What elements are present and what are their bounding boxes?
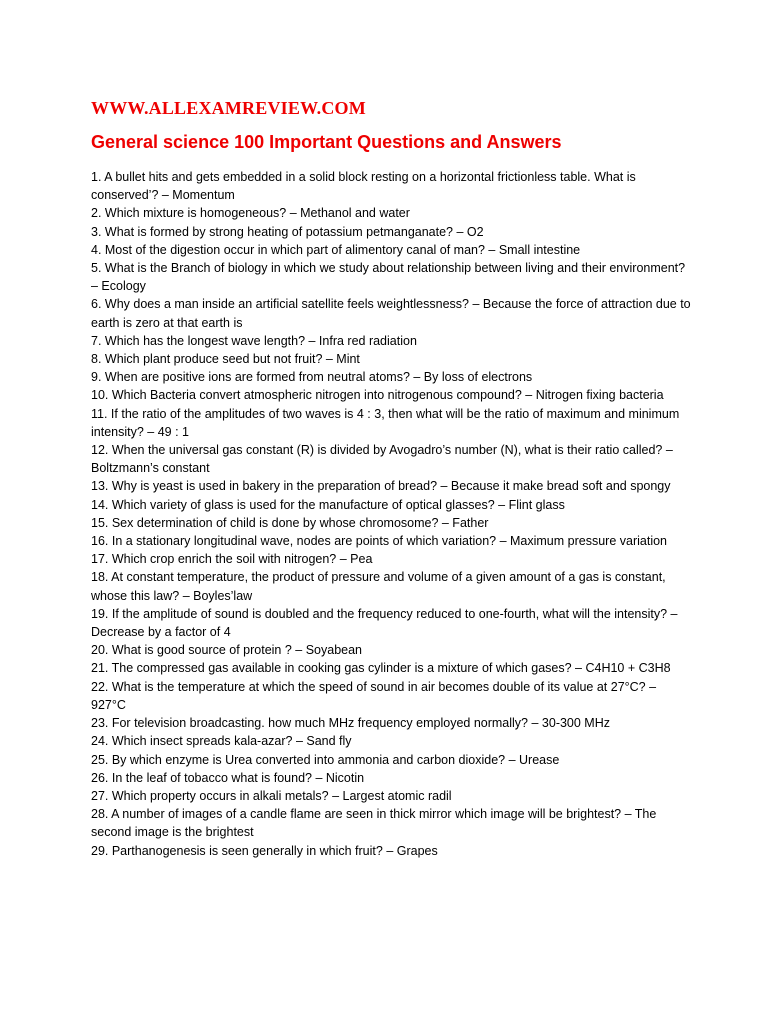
question-item: 18. At constant temperature, the product of pressure and volume of a given amount of a gas is constant, whose this law? – Boyles’law (91, 570, 666, 603)
page-title: General science 100 Important Questions and Answers (91, 132, 562, 152)
question-item: 19. If the amplitude of sound is doubled and the frequency reduced to one-fourth, what will the intensity? – Decrease by a factor of 4 (91, 606, 678, 640)
question-item: 2. Which mixture is homogeneous? – Methanol and water (91, 206, 410, 221)
question-item: 26. In the leaf of tobacco what is found? – Nicotin (91, 770, 365, 785)
question-item: 11. If the ratio of the amplitudes of two waves is 4 : 3, then what will be the ratio of maximum and minimum intensity? – 49 : 1 (91, 406, 680, 439)
question-item: 27. Which property occurs in alkali metals? – Largest atomic radil (91, 788, 452, 803)
question-item: 24. Which insect spreads kala-azar? – Sand fly (91, 734, 352, 749)
question-item: 8. Which plant produce seed but not fruit? – Mint (91, 352, 360, 367)
question-item: 22. What is the temperature at which the speed of sound in air becomes double of its value at 27°C? – 927°C (91, 679, 657, 712)
question-item: 28. A number of images of a candle flame are seen in thick mirror which image will be brightest? – The second image is the brightest (91, 807, 657, 840)
question-item: 4. Most of the digestion occur in which part of alimentory canal of man? – Small intestine (91, 242, 581, 257)
question-item: 25. By which enzyme is Urea converted into ammonia and carbon dioxide? – Urease (91, 752, 560, 767)
question-item: 1. A bullet hits and gets embedded in a solid block resting on a horizontal frictionless table. What is conserved’? – Momentum (91, 170, 636, 203)
question-item: 10. Which Bacteria convert atmospheric nitrogen into nitrogenous compound? – Nitrogen fixing bacteria (91, 388, 664, 403)
question-item: 23. For television broadcasting. how much MHz frequency employed normally? – 30-300 MHz (91, 716, 610, 731)
question-item: 21. The compressed gas available in cooking gas cylinder is a mixture of which gases? – C4H10 + C3H8 (91, 661, 671, 676)
question-item: 6. Why does a man inside an artificial satellite feels weightlessness? – Because the force of attraction due to earth is zero at that earth is (91, 297, 691, 330)
question-item: 17. Which crop enrich the soil with nitrogen? – Pea (91, 552, 373, 567)
question-item: 29. Parthanogenesis is seen generally in which fruit? – Grapes (91, 843, 438, 858)
question-item: 9. When are positive ions are formed from neutral atoms? – By loss of electrons (91, 370, 533, 385)
question-item: 20. What is good source of protein ? – Soyabean (91, 643, 363, 658)
question-list (91, 168, 691, 860)
question-item: 3. What is formed by strong heating of potassium petmanganate? – O2 (91, 224, 484, 239)
site-url: WWW.ALLEXAMREVIEW.COM (91, 98, 366, 118)
question-item: 12. When the universal gas constant (R) is divided by Avogadro’s number (N), what is their ratio called? – Boltzmann’s constant (91, 443, 673, 476)
question-item: 13. Why is yeast is used in bakery in the preparation of bread? – Because it make bread soft and spongy (91, 479, 671, 494)
question-item: 7. Which has the longest wave length? – Infra red radiation (91, 333, 417, 348)
question-item: 15. Sex determination of child is done by whose chromosome? – Father (91, 515, 489, 530)
question-item: 5. What is the Branch of biology in which we study about relationship between living and their environment? – Ecology (91, 261, 686, 294)
question-item: 16. In a stationary longitudinal wave, nodes are points of which variation? – Maximum pressure variation (91, 534, 668, 549)
question-item: 14. Which variety of glass is used for the manufacture of optical glasses? – Flint glass (91, 497, 565, 512)
